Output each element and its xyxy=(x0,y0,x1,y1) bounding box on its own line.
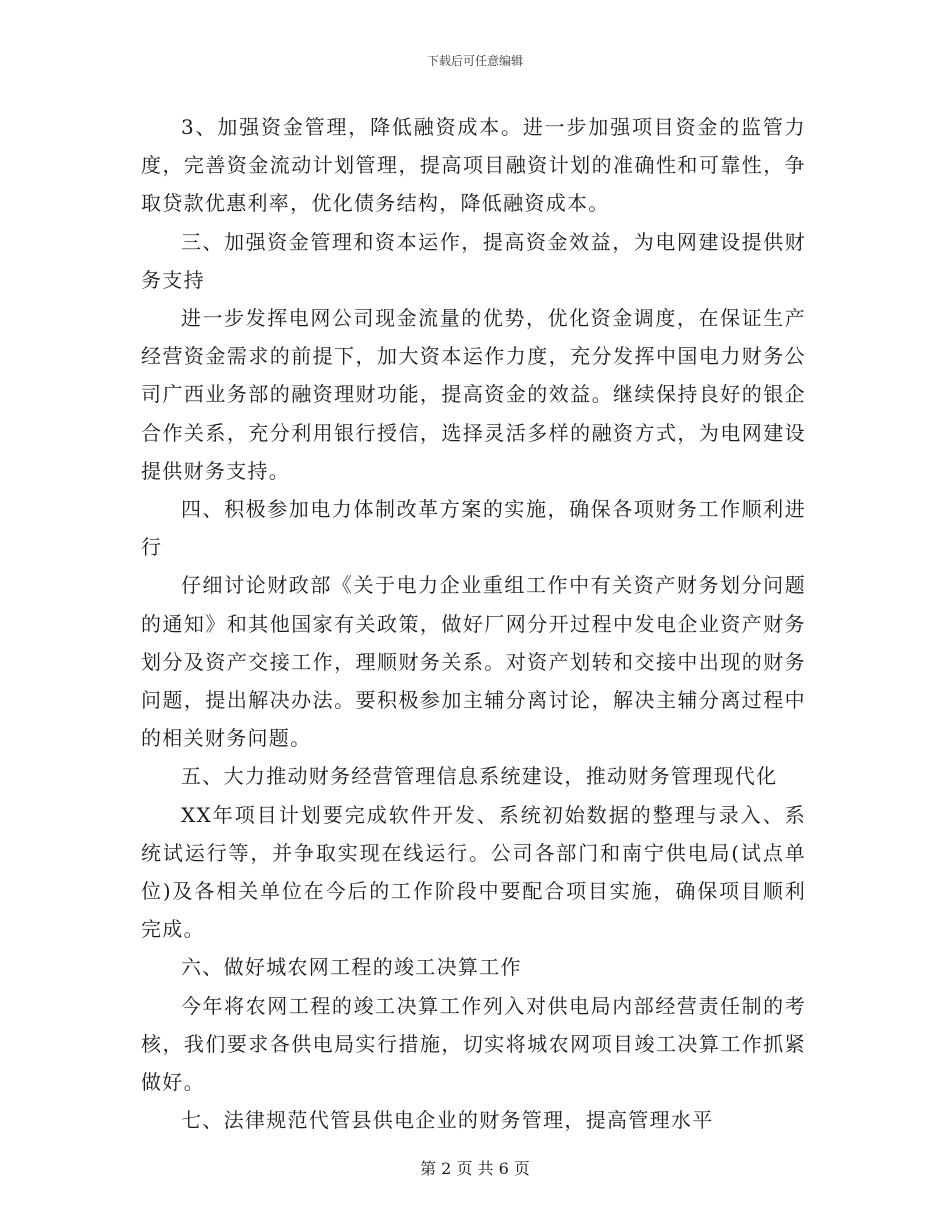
section-heading-5: 五、大力推动财务经营管理信息系统建设，推动财务管理现代化 xyxy=(181,764,778,789)
page-header: 下载后可任意编辑 xyxy=(426,54,523,68)
paragraph-4: XX年项目计划要完成软件开发、系统初始数据的整理与录入、系统试运行等，并争取实现在线运行。公司各部门和南宁供电局(试点单位)及各相关单位在今后的工作阶段中要配合项目实施，确保项目顺利完成。 xyxy=(141,802,806,942)
paragraph-5: 今年将农网工程的竣工决算工作列入对供电局内部经营责任制的考核，我们要求各供电局实行措施，切实将城农网项目竣工决算工作抓紧做好。 xyxy=(141,993,806,1095)
section-heading-6: 六、做好城农网工程的竣工决算工作 xyxy=(181,955,522,980)
page-number: 第 2 页 共 6 页 xyxy=(420,1159,530,1178)
paragraph-3: 仔细讨论财政部《关于电力企业重组工作中有关资产财务划分问题的通知》和其他国家有关政策，做好厂网分开过程中发电企业资产财务划分及资产交接工作，理顺财务关系。对资产划转和交接中出现的财务问题，提出解决办法。要积极参加主辅分离讨论，解决主辅分离过程中的相关财务问题。 xyxy=(141,573,806,751)
paragraph-2: 进一步发挥电网公司现金流量的优势，优化资金调度，在保证生产经营资金需求的前提下，加大资本运作力度，充分发挥中国电力财务公司广西业务部的融资理财功能，提高资金的效益。继续保持良好的银企合作关系，充分利用银行授信，选择灵活多样的融资方式，为电网建设提供财务支持。 xyxy=(141,306,806,483)
document-body xyxy=(141,108,806,1139)
section-heading-4: 四、积极参加电力体制改革方案的实施，确保各项财务工作顺利进行 xyxy=(141,497,806,560)
section-heading-7: 七、法律规范代管县供电企业的财务管理，提高管理水平 xyxy=(181,1108,714,1133)
paragraph-1: 3、加强资金管理，降低融资成本。进一步加强项目资金的监管力度，完善资金流动计划管理，提高项目融资计划的准确性和可靠性，争取贷款优惠利率，优化债务结构，降低融资成本。 xyxy=(141,115,806,216)
section-heading-3: 三、加强资金管理和资本运作，提高资金效益，为电网建设提供财务支持 xyxy=(141,229,806,292)
